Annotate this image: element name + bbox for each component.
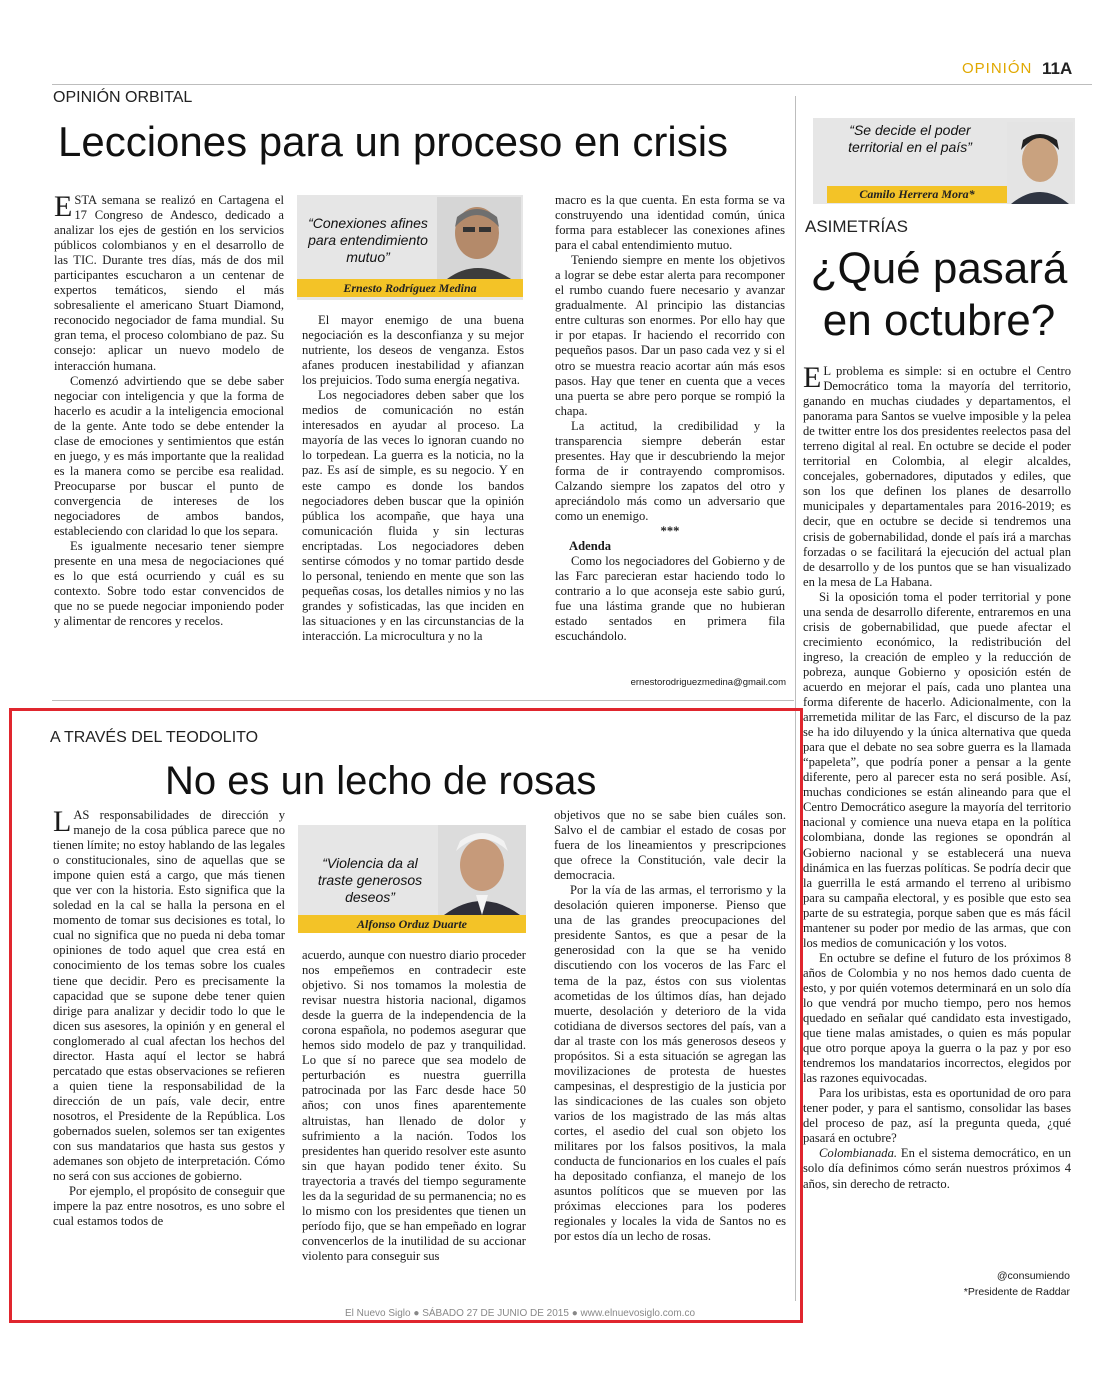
article2-col2 bbox=[302, 948, 526, 1303]
article2-quote: “Violencia da al traste generosos deseos” bbox=[317, 855, 423, 905]
article1-col1-p3: Es igualmente necesario tener siempre presente en una mesa de negociaciones qué es lo que está ocurriendo y cuál es su contexto. Sobre todo estar convencidos de que no se puede negociar imponiendo poder y alimentar de rencores y recelos. bbox=[54, 539, 284, 629]
article3-p3: En octubre se define el futuro de los próximos 8 años de Colombia y no nos hemos dado cuenta de esto, y por quién votemos determinará en un solo día lo que vendrá por mucho tiempo, pero nos hemos quedado en señalar qué candidato esta investigado, que tiene malas amistades, o quien es más popular que otro porque apoya la guerra o la paz y por eso tendremos los mandatarios incorrectos, elegidos por las razones equivocadas. bbox=[803, 950, 1071, 1086]
article3-p2: Si la oposición toma el poder territorial y pone una senda de desarrollo diferente, entraremos en una crisis de gobernabilidad, que puede afectar el crecimiento económico, la redistribución del ingreso, la creación de empleo y la reducción de pobreza, aunque Gobierno y oposición estén de acuerdo en mejorar el país, cada uno plantea una forma diferente de hacerlo. Adicionalmente, con la arremetida militar de las Farc, el discurso de la paz se ha ido diluyendo y la única alternativa que queda para que el debate no sea sobre guerra es la llamada “papeleta”, que podría poner a pensar a la gente diferente, pero al parecer esta no será posible. Así, muchas condiciones se están alineando para que el Centro Democrático asegure la mayoría del territorio nacional y comience una nueva etapa en la política colombiana, donde las regiones se opondrán al Gobierno nacional y se establecerá una nueva dinámica en las fuerzas políticas. Se podría decir que la guerrilla le está armando el terreno al uribismo para su campaña electoral, y es posible que esto sea parte de su estrategia, porque saben que es más fácil mantener su poder por medio de las armas, que con los medios de comunicación y los votos. bbox=[803, 589, 1071, 950]
article3-closing-em: Colombianada. bbox=[819, 1146, 898, 1161]
article1-col2-p2: Los negociadores deben saber que los medios de comunicación no están interesados en ayudar al proceso. La mayoría de las veces lo ignoran cuando no lo torpedean. La guerra es la noticia, no la paz. Es así de simple, es su negocio. Y en este campo es donde los bandos negociadores deben buscar que la opinión pública los acompañe, que haya una comunicación fluida y sin lecturas encriptadas. Los negociadores deben sentirse cómodos y no tomar partido desde lo personal, teniendo en mente que son las pequeñas cosas, los detalles nimios y no las grandes y sofisticadas, las que inciden en las situaciones y en las circunstancias de la interacción. La microcultura y no la bbox=[302, 388, 524, 643]
article3-title-line1: ¿Qué pasará bbox=[810, 244, 1068, 293]
article3-dropcap: E bbox=[803, 361, 822, 394]
article1-dropcap: E bbox=[54, 190, 73, 223]
article3-footnote: *Presidente de Raddar bbox=[963, 1286, 1070, 1298]
article1-col1-p2: Comenzó advirtiendo que se debe saber negociar con inteligencia y que la forma de hacerlo es acudir a la inteligencia emocional de la gente. Ante todo se debe entender la clase de emociones y sentimientos que están en juego, y es más importante que la realidad es la manera como se percibe esa realidad. Preocuparse por buscar el punto de convergencia de intereses de los negociadores de ambos bandos, estableciendo con claridad lo que los separa. bbox=[54, 373, 284, 539]
article1-col3-p2: Teniendo siempre en mente los objetivos a lograr se debe estar alerta para recomponer el rumbo cuando fuere necesario y avanzar gradualmente. Al principio las distancias entre culturas son enormes. Por ello hay que ir por etapas. Ir haciendo el recorrido con pequeños pasos. Dar un paso cada vez y si el otro se muestra reacio acortar aún más esos pasos. Hay que tener en cuenta que a veces una puerta se abre pero porque se rompió la chapa. bbox=[555, 253, 785, 418]
article3-author-photo bbox=[1007, 122, 1073, 204]
article2-kicker: A TRAVÉS DEL TEODOLITO bbox=[50, 729, 259, 746]
article1-email: ernestorodriguezmedina@gmail.com bbox=[630, 677, 786, 688]
article3-closing bbox=[803, 1146, 1071, 1191]
article2-col3 bbox=[554, 808, 786, 1303]
article1-quote: “Conexiones afines para entendimiento mutuo” bbox=[308, 215, 428, 265]
article2-col3-p2: Por la vía de las armas, el terrorismo y la desolación quieren imponerse. Pienso que una de las grandes preocupaciones del presidente Santos, es que a pesar de la generosidad con la que se ha venido discutiendo con los voceros de las Farc el tema de la paz, éstos con sus violentas acometidas de los últimos días, han dejado muerte, desolación y deterioro de la vida cotidiana de diversos sectores del país, van a dar al traste con los más generosos deseos y propósitos. Si a esta situación se agregan las movilizaciones de protesta de huestes campesinas, el desprestigio de la justicia por las sindicaciones de las cuales son objeto varios de los magistrado de las más altas cortes, el asedio del cual son objeto los militares por los falsos positivos, la mala conducta de funcionarios en los cuales el país ha depositado confianza, el manejo de los asuntos políticos que se mueven por las próximas elecciones para los poderes regionales y locales la vida de Santos no es por estos día un lecho de rosas. bbox=[554, 883, 786, 1244]
article1-col2 bbox=[302, 313, 524, 693]
article1-author-name: Ernesto Rodríguez Medina bbox=[297, 279, 523, 297]
article2-col3-p1: objetivos que no se sabe bien cuáles son. Salvo el de cambiar el estado de cosas por fuera de los lineamientos y prescripciones que ofrece la Constitución, vale decir la democracia. bbox=[554, 808, 786, 883]
article2-col1-p2: Por ejemplo, el propósito de conseguir que impere la paz entre nosotros, es uno sobre el cual estamos todos de bbox=[53, 1184, 285, 1229]
article1-col1-p1: STA semana se realizó en Cartagena el 17 Congreso de Andesco, dedicado a analizar los ejes de gestión en los servicios públicos colombianos y en el desarrollo de las TIC. Durante tres días, más de dos mil participantes escucharon a un centenar de expertos temáticos, siendo el más sobresaliente el americano Stuart Diamond, reconocido negociador de fama mundial. Su gran tema, el proceso colombiano de paz. Su consejo: aplicar un nuevo modelo de interacción humana. bbox=[54, 193, 284, 373]
article1-adenda-title: Adenda bbox=[569, 539, 611, 554]
article3-p1: L problema es simple: si en octubre el Centro Democrático toma la mayoría del territorio, ganando en muchas ciudades y departamentos, el panorama para Santos se vuelve imposible y la pelea de twitter entre los dos presidentes reelectos pasa del terreno digital al real. En octubre se decide el poder territorial en Colombia, al elegir alcaldes, concejales, gobernadores, diputados y ediles, que son los que definen los planes de desarrollo municipales y departamentales para 2016-2019; es decir, que en octubre se decide si tendremos una crisis de gobernabilidad, donde el país irá a marchas forzadas o se facilitará la ejecución del actual plan de desarrollo y de los puntos que se han visualizado en la mesa de La Habana. bbox=[803, 364, 1071, 589]
article2-col1-p1: AS responsabilidades de dirección y manejo de la cosa pública parece que no tienen límite; no estoy hablando de las legales o constitucionales, sino de aquellas que se impone quien está a cargo, que más tienen que ver con la historia. Esto significa que la soledad en la cal se halla la persona en el momento de tomar sus decisiones es total, lo cual no significa que no pueda ni deba tomar opiniones de todo aquel que crea está en conocimiento de los temas sobre los cuales tiene que decidir. Pero es precisamente la capacidad que se supone debe tener quien dirige para analizar y decidir todo lo que le dicen sus asesores, la opinión y en general el conglomerado al cual afectan los hechos del director. Hasta aquí el lector se habrá percatado que estas observaciones se refieren a quien tiene la responsabilidad de la dirección de un país, vale decir, entre nosotros, el Presidente de la República. Los gobernados suelen, solemos ser tan exigentes con sus mandatarios que hasta sus gestos y ademanes son objeto de interpretación. Cómo no será con sus acciones de gobierno. bbox=[53, 808, 285, 1184]
article2-col2-p1: acuerdo, aunque con nuestro diario proceder nos empeñemos en contradecir este objetivo. Si nos tomamos la molestia de revisar nuestra historia nacional, digamos desde la guerra de la independencia de la corona española, no podemos asegurar que hemos sido modelo de paz y tranquilidad. Lo que sí no parece que sea modelo de perturbación es nuestra guerrilla patrocinada por las Farc desde hace 50 años; con unos fines aparentemente altruistas, han llenado de dolor y sufrimiento a la nación. Todos los presidentes han querido resolver este asunto sin que hayan podido tener éxito. Su trayectoria a través del tiempo seguramente les da la seguridad de su permanencia; no es lo mismo con los presidentes que tienen un período fijo, que se han empeñado en lograr convencerlos de la inutilidad de su accionar violento para conseguir sus bbox=[302, 948, 526, 1263]
section-label: OPINIÓN bbox=[962, 60, 1033, 77]
article1-col3-p3: La actitud, la credibilidad y la transparencia siempre deberán estar presentes. Hay que ir descubriendo la mejor forma de ir contrayendo compromisos. Calzando siempre los zapatos del otro y apreciándolo más como un adversario que como un enemigo. bbox=[555, 418, 785, 523]
article2-quote-box bbox=[298, 825, 526, 933]
article3-body bbox=[803, 361, 1071, 1268]
article1-bottom-rule bbox=[52, 700, 794, 701]
article1-quote-box bbox=[297, 195, 523, 300]
article3-quote: “Se decide el poder territorial en el país” bbox=[848, 122, 972, 155]
article1-kicker: OPINIÓN ORBITAL bbox=[53, 89, 193, 106]
article1-col2-p1: El mayor enemigo de una buena negociación es la desconfianza y su mejor nutriente, los deseos de venganza. Estos afanes producen inestabilidad y afianzan los prejuicios. Todo suma energía negativa. bbox=[302, 313, 524, 388]
article1-stars: *** bbox=[660, 524, 680, 539]
article3-title-line2: en octubre? bbox=[822, 296, 1056, 345]
article2-author-name: Alfonso Orduz Duarte bbox=[298, 915, 526, 933]
article2-dropcap: L bbox=[53, 805, 72, 838]
page-footer: El Nuevo Siglo ● SÁBADO 27 DE JUNIO DE 2015 ● www.elnuevosiglo.com.co bbox=[345, 1308, 696, 1319]
article3-kicker: ASIMETRÍAS bbox=[805, 217, 908, 236]
article1-adenda: Como los negociadores del Gobierno y de las Farc parecieran estar haciendo todo lo contrario a lo que aconseja este sabio gurú, fue una lástima grande que no hubieran estado sentados en primera fila escuchándolo. bbox=[555, 554, 785, 644]
page-number: 11A bbox=[1042, 59, 1073, 78]
article2-col1 bbox=[53, 805, 285, 1300]
article1-col3 bbox=[555, 193, 785, 673]
article3-quote-box bbox=[813, 118, 1075, 204]
article3-handle: @consumiendo bbox=[996, 1270, 1070, 1282]
article2-title: No es un lecho de rosas bbox=[165, 759, 597, 803]
article1-title: Lecciones para un proceso en crisis bbox=[58, 118, 729, 165]
article1-col3-p1: macro es la que cuenta. En esta forma se va construyendo una identidad común, única forma para establecer las conexiones afines para el cabal entendimiento mutuo. bbox=[555, 193, 785, 253]
article3-p4: Para los uribistas, esta es oportunidad de oro para tener poder, y para el santismo, consolidar las bases del proceso de paz, así la pregunta queda, ¿qué pasará en octubre? bbox=[803, 1086, 1071, 1146]
article3-closing-rest: En el sistema democrático, en un solo día definimos cómo serán nuestros próximos 4 años, sin derecho de retracto. bbox=[803, 1146, 1071, 1191]
article1-author-photo bbox=[437, 197, 521, 279]
article1-col1 bbox=[54, 190, 284, 693]
article2-author-photo bbox=[438, 825, 526, 915]
header-rule bbox=[52, 84, 1092, 85]
article3-author-name: Camilo Herrera Mora* bbox=[827, 186, 1007, 203]
